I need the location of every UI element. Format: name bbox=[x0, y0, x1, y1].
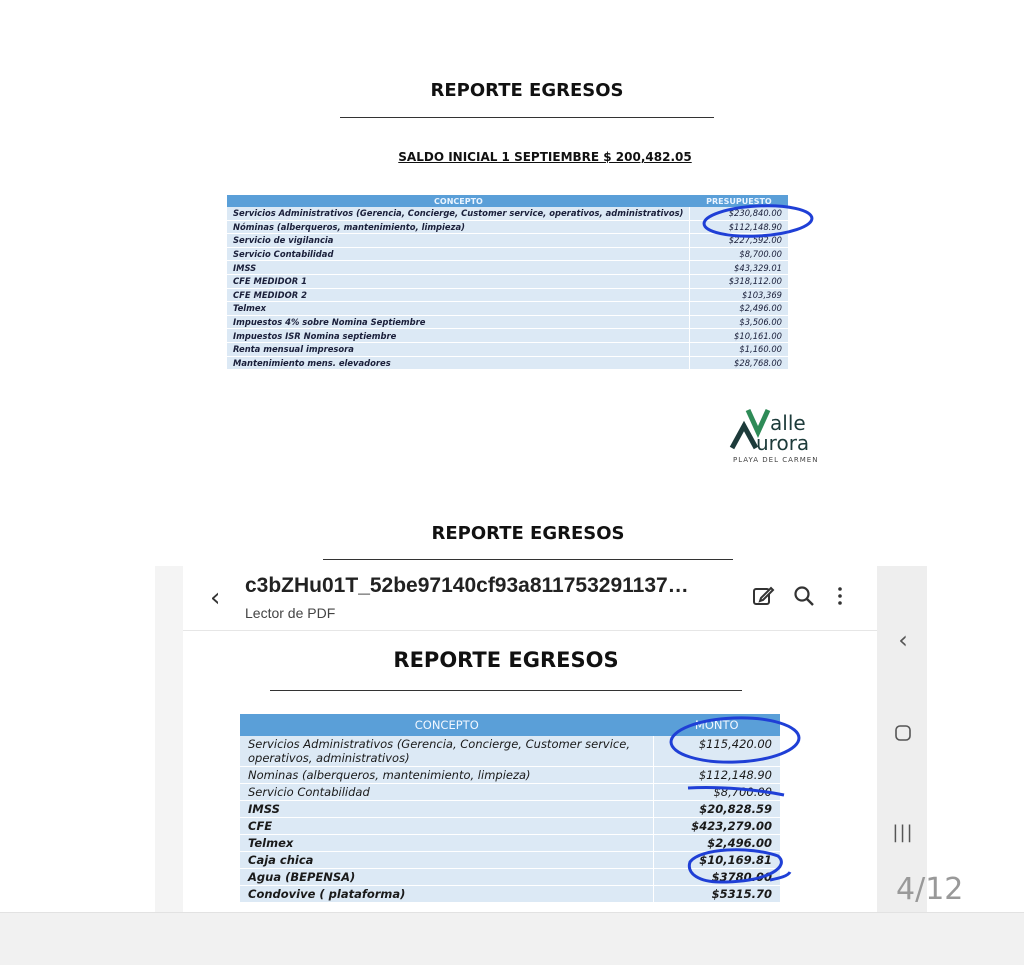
row-concept: Telmex bbox=[227, 302, 690, 316]
edit-icon[interactable] bbox=[751, 584, 775, 608]
nav-recents-icon[interactable]: ||| bbox=[892, 822, 914, 843]
expenses-table bbox=[240, 714, 780, 903]
row-concept: Servicio de vigilancia bbox=[227, 234, 690, 248]
row-amount: $3780.00 bbox=[654, 869, 781, 886]
back-icon[interactable]: ‹ bbox=[210, 583, 221, 613]
table-row bbox=[227, 274, 788, 288]
row-amount: $2,496.00 bbox=[690, 302, 788, 316]
row-concept: Servicios Administrativos (Gerencia, Concierge, Customer service, operativos, administrativos) bbox=[240, 736, 654, 767]
table-row bbox=[227, 261, 788, 275]
row-concept: Impuestos ISR Nomina septiembre bbox=[227, 329, 690, 343]
pdf-page-title: REPORTE EGRESOS bbox=[393, 648, 619, 672]
nav-back-icon[interactable]: ‹ bbox=[898, 626, 908, 654]
logo-text-line1: alle bbox=[770, 411, 806, 435]
viewer-app-name: Lector de PDF bbox=[245, 605, 336, 621]
row-amount: $318,112.00 bbox=[690, 274, 788, 288]
row-amount: $8,700.00 bbox=[654, 784, 781, 801]
table-row bbox=[240, 869, 780, 886]
table-row bbox=[227, 207, 788, 220]
logo-v-mark bbox=[748, 410, 768, 432]
pdf-title-underline bbox=[270, 690, 742, 691]
table-row bbox=[227, 220, 788, 234]
row-amount: $230,840.00 bbox=[690, 207, 788, 220]
saldo-inicial: SALDO INICIAL 1 SEPTIEMBRE $ 200,482.05 bbox=[398, 150, 692, 164]
logo-a-mark bbox=[732, 426, 756, 448]
title-underline bbox=[340, 117, 714, 118]
row-concept: CFE MEDIDOR 1 bbox=[227, 274, 690, 288]
table-row bbox=[227, 329, 788, 343]
table-row bbox=[227, 342, 788, 356]
row-amount: $20,828.59 bbox=[654, 801, 781, 818]
row-concept: Mantenimiento mens. elevadores bbox=[227, 356, 690, 370]
more-icon[interactable] bbox=[828, 584, 852, 608]
table-row bbox=[227, 315, 788, 329]
middle-report-title: REPORTE EGRESOS bbox=[431, 523, 625, 544]
table-row bbox=[240, 784, 780, 801]
middle-title-underline bbox=[323, 559, 733, 560]
budget-table-body bbox=[227, 207, 788, 370]
table-row bbox=[240, 767, 780, 784]
row-concept: IMSS bbox=[227, 261, 690, 275]
header-concepto: CONCEPTO bbox=[227, 195, 690, 207]
table-row bbox=[227, 234, 788, 248]
table-row bbox=[240, 801, 780, 818]
row-concept: Impuestos 4% sobre Nomina Septiembre bbox=[227, 315, 690, 329]
row-amount: $1,160.00 bbox=[690, 342, 788, 356]
header-presupuesto: PRESUPUESTO bbox=[690, 195, 788, 207]
row-concept: Caja chica bbox=[240, 852, 654, 869]
row-concept: Servicio Contabilidad bbox=[227, 247, 690, 261]
table-row bbox=[240, 886, 780, 903]
logo-text-line2: urora bbox=[756, 431, 810, 455]
row-concept: Renta mensual impresora bbox=[227, 342, 690, 356]
row-amount: $227,592.00 bbox=[690, 234, 788, 248]
row-amount: $2,496.00 bbox=[654, 835, 781, 852]
nav-home-icon[interactable] bbox=[890, 724, 916, 746]
row-amount: $10,161.00 bbox=[690, 329, 788, 343]
table-row bbox=[227, 302, 788, 316]
header-monto: MONTO bbox=[654, 714, 781, 736]
row-amount: $43,329.01 bbox=[690, 261, 788, 275]
row-concept: CFE MEDIDOR 2 bbox=[227, 288, 690, 302]
header-concepto: CONCEPTO bbox=[240, 714, 654, 736]
row-concept: Servicios Administrativos (Gerencia, Concierge, Customer service, operativos, administrativos) bbox=[227, 207, 690, 220]
row-amount: $423,279.00 bbox=[654, 818, 781, 835]
row-amount: $10,169.81 bbox=[654, 852, 781, 869]
logo-subtitle: PLAYA DEL CARMEN bbox=[733, 456, 819, 464]
table-row bbox=[240, 852, 780, 869]
row-concept: Agua (BEPENSA) bbox=[240, 869, 654, 886]
row-amount: $3,506.00 bbox=[690, 315, 788, 329]
table-row bbox=[240, 818, 780, 835]
row-concept: Nóminas (alberqueros, mantenimiento, limpieza) bbox=[227, 220, 690, 234]
row-amount: $8,700.00 bbox=[690, 247, 788, 261]
report-title: REPORTE EGRESOS bbox=[430, 80, 624, 101]
table-row bbox=[240, 835, 780, 852]
row-concept: Servicio Contabilidad bbox=[240, 784, 654, 801]
row-amount: $5315.70 bbox=[654, 886, 781, 903]
row-amount: $28,768.00 bbox=[690, 356, 788, 370]
row-concept: Nominas (alberqueros, mantenimiento, limpieza) bbox=[240, 767, 654, 784]
row-amount: $112,148.90 bbox=[690, 220, 788, 234]
table-row bbox=[227, 288, 788, 302]
search-icon[interactable] bbox=[792, 584, 816, 608]
row-concept: Condovive ( plataforma) bbox=[240, 886, 654, 903]
page-indicator: 4/12 bbox=[896, 872, 964, 907]
row-concept: IMSS bbox=[240, 801, 654, 818]
table-row bbox=[227, 247, 788, 261]
expenses-table-body bbox=[240, 736, 780, 903]
budget-table bbox=[227, 195, 788, 370]
bottom-bar bbox=[0, 912, 1024, 965]
document-file-name: c3bZHu01T_52be97140cf93a811753291137… bbox=[245, 574, 689, 597]
row-amount: $103,369 bbox=[690, 288, 788, 302]
row-amount: $112,148.90 bbox=[654, 767, 781, 784]
table-row bbox=[227, 356, 788, 370]
row-amount: $115,420.00 bbox=[654, 736, 781, 767]
table-row bbox=[240, 736, 780, 767]
row-concept: Telmex bbox=[240, 835, 654, 852]
row-concept: CFE bbox=[240, 818, 654, 835]
